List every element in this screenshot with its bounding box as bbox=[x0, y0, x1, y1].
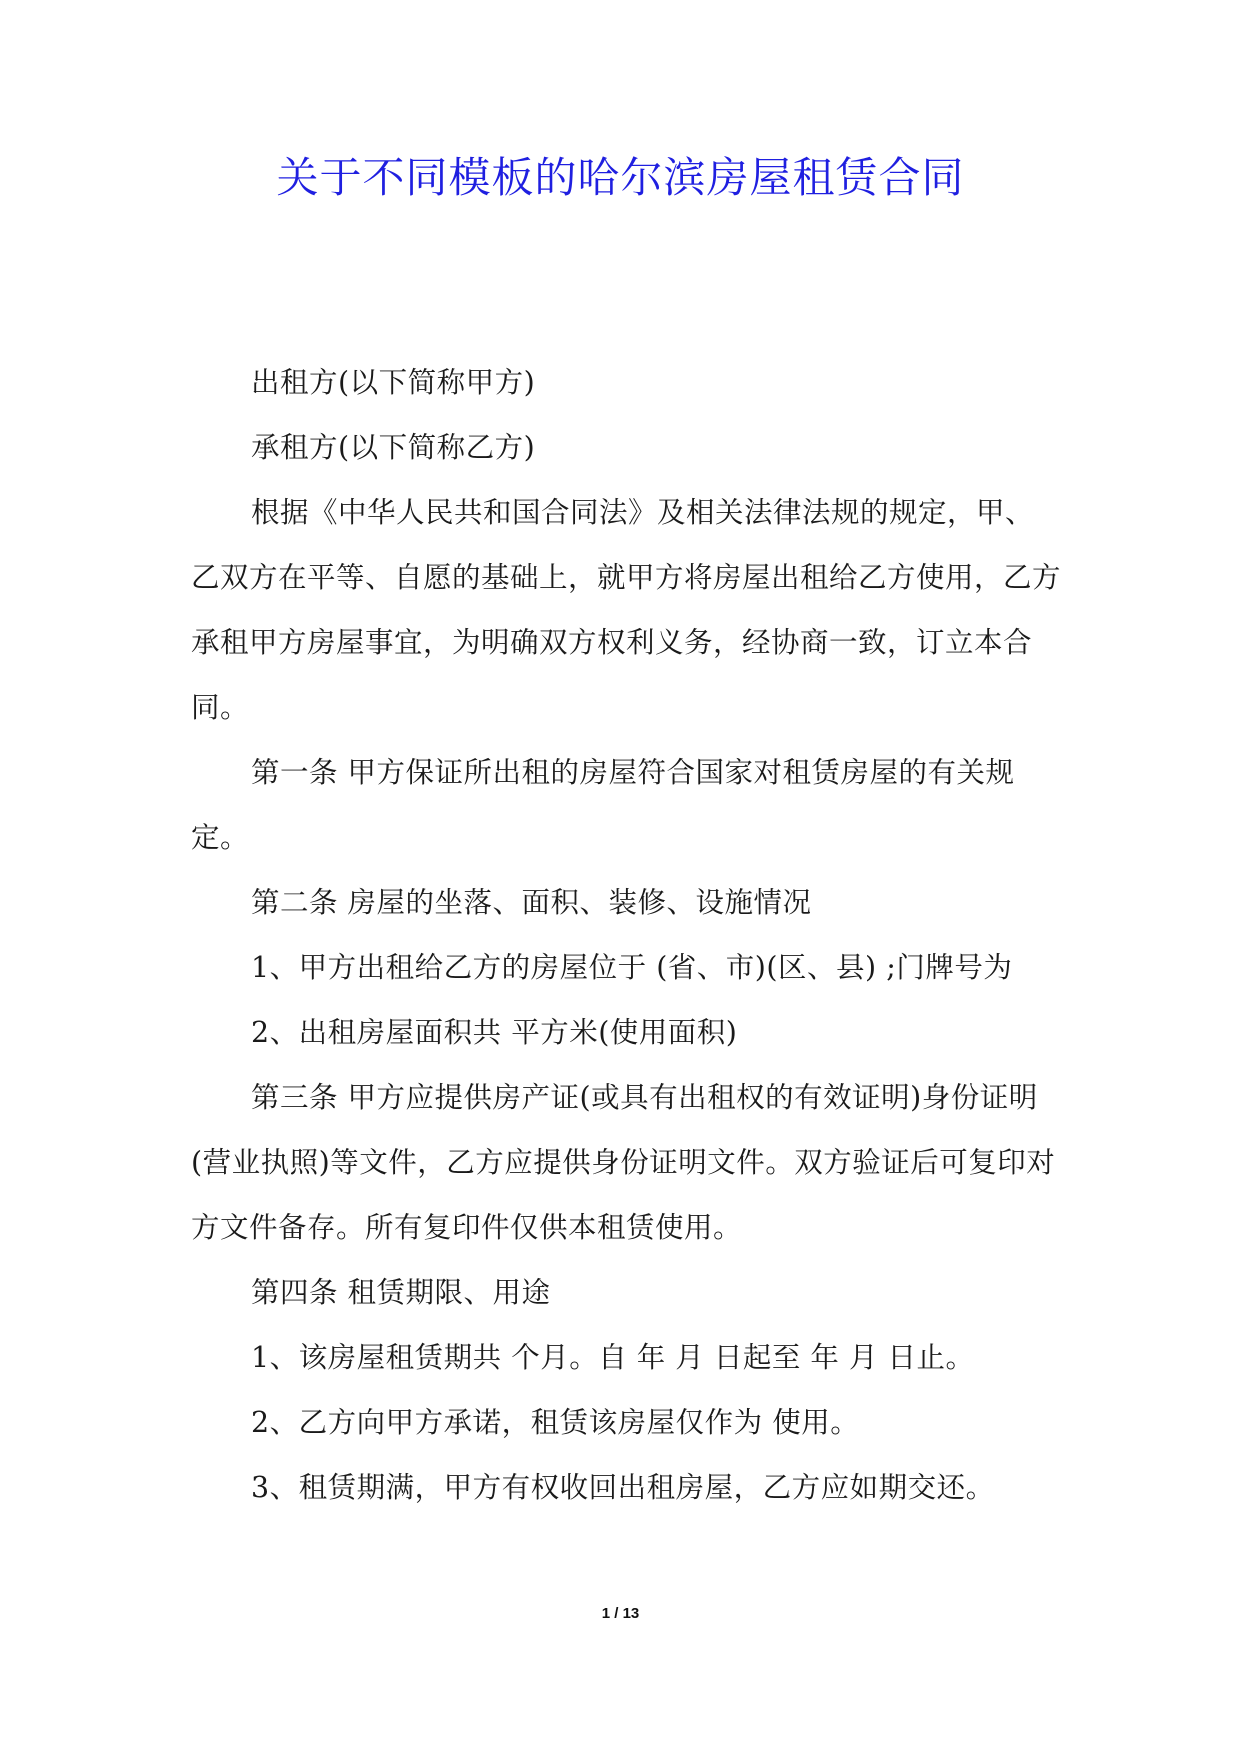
paragraph-lessee: 承租方(以下简称乙方) bbox=[251, 431, 536, 464]
paragraph-article-1: 第一条 甲方保证所出租的房屋符合国家对租赁房屋的有关规定。 bbox=[191, 756, 1015, 854]
paragraph-article-2-item-2: 2、出租房屋面积共 平方米(使用面积) bbox=[251, 1016, 738, 1049]
paragraph-article-2-item-1: 1、甲方出租给乙方的房屋位于 (省、市)(区、县) ;门牌号为 bbox=[251, 951, 1013, 984]
document-body bbox=[191, 350, 1061, 1520]
document-title: 关于不同模板的哈尔滨房屋租赁合同 bbox=[276, 153, 965, 202]
paragraph-article-2: 第二条 房屋的坐落、面积、装修、设施情况 bbox=[251, 886, 812, 919]
page-number: 1 / 13 bbox=[601, 1605, 640, 1622]
paragraph-lessor: 出租方(以下简称甲方) bbox=[251, 366, 536, 399]
paragraph-article-3: 第三条 甲方应提供房产证(或具有出租权的有效证明)身份证明(营业执照)等文件，乙方应提供身份证明文件。双方验证后可复印对方文件备存。所有复印件仅供本租赁使用。 bbox=[191, 1081, 1056, 1244]
paragraph-article-4-item-1: 1、该房屋租赁期共 个月。自 年 月 日起至 年 月 日止。 bbox=[251, 1341, 975, 1374]
paragraph-preamble: 根据《中华人民共和国合同法》及相关法律法规的规定，甲、乙双方在平等、自愿的基础上，就甲方将房屋出租给乙方使用，乙方承租甲方房屋事宜，为明确双方权利义务，经协商一致，订立本合同。 bbox=[191, 496, 1062, 724]
paragraph-article-4: 第四条 租赁期限、用途 bbox=[251, 1276, 551, 1309]
paragraph-article-4-item-2: 2、乙方向甲方承诺，租赁该房屋仅作为 使用。 bbox=[251, 1406, 860, 1439]
paragraph-article-4-item-3: 3、租赁期满，甲方有权收回出租房屋，乙方应如期交还。 bbox=[251, 1471, 995, 1504]
